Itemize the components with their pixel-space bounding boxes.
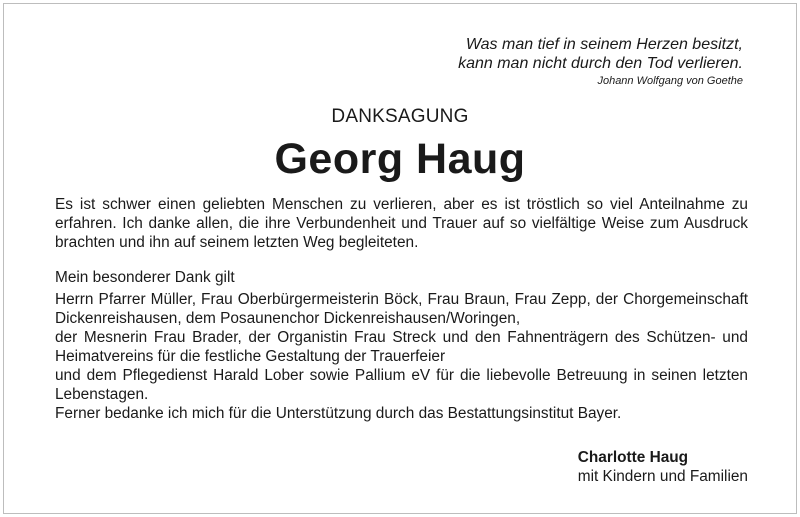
thanks-paragraph-2: der Mesnerin Frau Brader, der Organistin Frau Streck und den Fahnenträgern des Schützen- und Heimatvereins für die festliche Gestaltung der Trauerfeier bbox=[55, 329, 748, 365]
quote-author: Johann Wolfgang von Goethe bbox=[597, 75, 743, 87]
quote-line-1: Was man tief in seinem Herzen besitzt, bbox=[465, 36, 743, 53]
quote-line-2: kann man nicht durch den Tod verlieren. bbox=[458, 55, 743, 72]
notice-body bbox=[55, 195, 748, 423]
thanks-paragraph-3: und dem Pflegedienst Harald Lober sowie Pallium eV für die liebevolle Betreuung in seinen letzten Lebenstagen. bbox=[55, 367, 748, 403]
notice-heading: DANKSAGUNG bbox=[331, 106, 469, 127]
signature-block bbox=[578, 448, 748, 487]
signature-name: Charlotte Haug bbox=[577, 449, 689, 466]
goethe-quote bbox=[458, 35, 743, 89]
deceased-name: Georg Haug bbox=[274, 135, 526, 183]
intro-paragraph: Es ist schwer einen geliebten Menschen zu verlieren, aber es ist tröstlich so viel Anteilnahme zu erfahren. Ich danke allen, die ihre Verbundenheit und Trauer auf so vielfältige Weise zum Ausdruck brachten und ihn auf seinem letzten Weg begleiteten. bbox=[55, 196, 748, 251]
signature-subline: mit Kindern und Familien bbox=[577, 468, 748, 485]
closing-paragraph: Ferner bedanke ich mich für die Unterstützung durch das Bestattungsinstitut Bayer. bbox=[55, 405, 622, 422]
thanks-lead: Mein besonderer Dank gilt bbox=[55, 269, 235, 286]
thanks-paragraph-1: Herrn Pfarrer Müller, Frau Oberbürgermeisterin Böck, Frau Braun, Frau Zepp, der Chorgemeinschaft Dickenreishausen, dem Posaunenchor Dickenreishausen/Woringen, bbox=[55, 291, 748, 327]
